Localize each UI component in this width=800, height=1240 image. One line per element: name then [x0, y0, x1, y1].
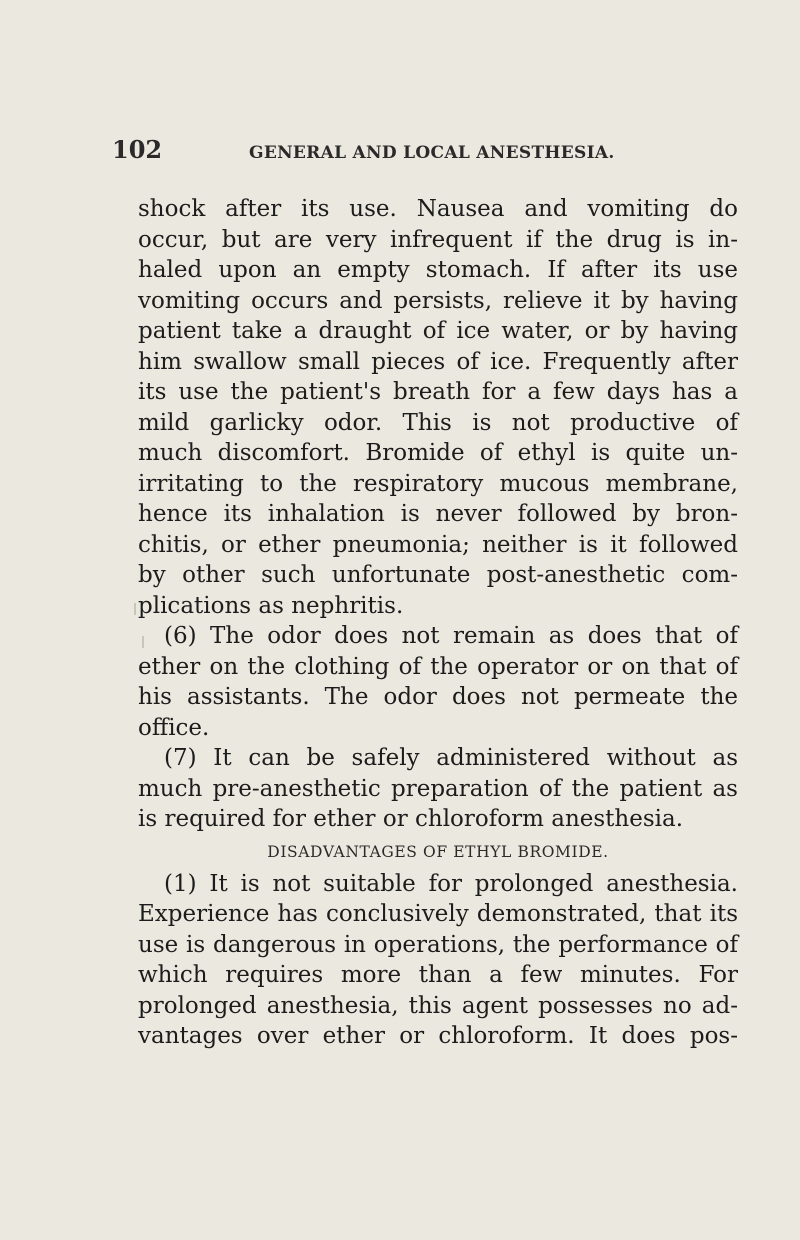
text-line: (7) It can be safely administered without as — [164, 745, 738, 771]
text-line: ether on the clothing of the operator or on that of — [138, 653, 738, 680]
text-line: him swallow small pieces of ice. Frequently after — [138, 348, 738, 375]
text-line: by other such unfortunate post-anesthetic com- — [138, 562, 738, 588]
text-line: occur, but are very infrequent if the drug is in- — [138, 226, 738, 253]
text-line: (6) The odor does not remain as does that of — [164, 623, 738, 649]
text-line: chitis, or ether pneumonia; neither is it followed — [138, 531, 738, 558]
text-line: plications as nephritis. — [138, 592, 404, 619]
text-line: much discomfort. Bromide of ethyl is quite un- — [138, 440, 738, 466]
text-line: office. — [138, 714, 210, 741]
text-line: which requires more than a few minutes. For — [138, 962, 738, 988]
page-number: 102 — [112, 135, 163, 164]
text-line: mild garlicky odor. This is not productive of — [138, 409, 738, 436]
margin-mark — [134, 603, 136, 615]
text-line: hence its inhalation is never followed by bron- — [138, 501, 738, 527]
text-line: its use the patient's breath for a few days has a — [138, 379, 738, 405]
running-title: GENERAL AND LOCAL ANESTHESIA. — [249, 143, 615, 163]
body-text — [138, 194, 738, 1052]
text-line: irritating to the respiratory mucous membrane, — [138, 470, 738, 497]
text-line: patient take a draught of ice water, or by having — [138, 318, 738, 344]
text-line: use is dangerous in operations, the performance of — [138, 931, 738, 958]
text-line: his assistants. The odor does not permeate the — [138, 684, 738, 710]
text-line: haled upon an empty stomach. If after its use — [138, 257, 738, 283]
margin-mark — [142, 636, 144, 648]
section-heading: DISADVANTAGES OF ETHYL BROMIDE. — [267, 842, 609, 861]
text-line: much pre-anesthetic preparation of the patient as — [138, 775, 738, 802]
text-line: (1) It is not suitable for prolonged anesthesia. — [164, 870, 738, 897]
text-line: Experience has conclusively demonstrated, that its — [138, 901, 738, 927]
text-line: shock after its use. Nausea and vomiting do — [138, 196, 738, 222]
page-header — [112, 135, 712, 175]
text-line: is required for ether or chloroform anesthesia. — [138, 806, 684, 832]
text-line: vomiting occurs and persists, relieve it by having — [138, 287, 738, 314]
text-line: vantages over ether or chloroform. It does pos- — [138, 1023, 738, 1049]
text-line: prolonged anesthesia, this agent possesses no ad- — [138, 992, 738, 1019]
